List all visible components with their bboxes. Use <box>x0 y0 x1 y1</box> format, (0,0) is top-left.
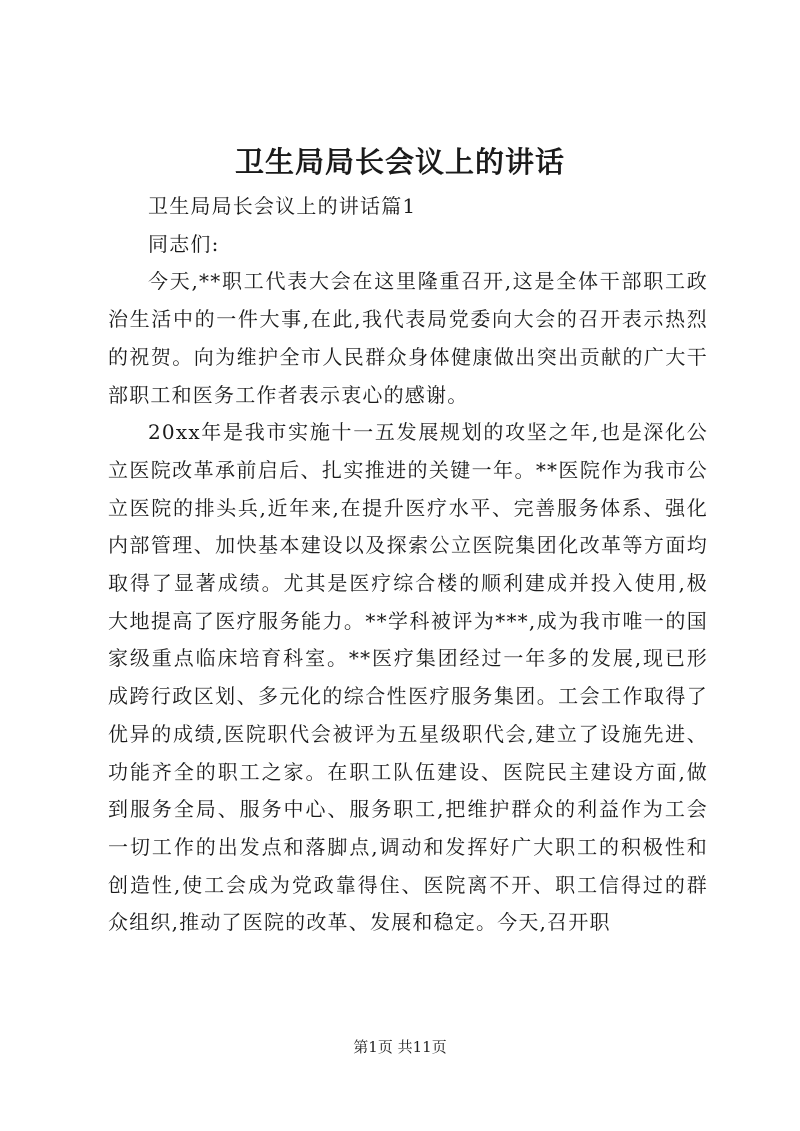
salutation: 同志们: <box>148 231 220 256</box>
page-footer: 第1页 共11页 <box>353 1038 447 1056</box>
paragraph-1: 今天,**职工代表大会在这里隆重召开,这是全体干部职工政治生活中的一件大事,在此,我代表局党委向大会的召开表示热烈的祝贺。向为维护全市人民群众身体健康做出突出贡献的广大干部职工和医务工作者表示衷心的感谢。 <box>108 269 708 407</box>
document-subtitle: 卫生局局长会议上的讲话篇1 <box>148 194 417 218</box>
document-body <box>108 188 708 942</box>
paragraph-2: 20xx年是我市实施十一五发展规划的攻坚之年,也是深化公立医院改革承前启后、扎实推进的关键一年。**医院作为我市公立医院的排头兵,近年来,在提升医疗水平、完善服务体系、强化内部管理、加快基本建设以及探索公立医院集团化改革等方面均取得了显著成绩。尤其是医疗综合楼的顺利建成并投入使用,极大地提高了医疗服务能力。**学科被评为***,成为我市唯一的国家级重点临床培育科室。**医疗集团经过一年多的发展,现已形成跨行政区划、多元化的综合性医疗服务集团。工会工作取得了优异的成绩,医院职代会被评为五星级职代会,建立了设施先进、功能齐全的职工之家。在职工队伍建设、医院民主建设方面,做到服务全局、服务中心、服务职工,把维护群众的利益作为工会一切工作的出发点和落脚点,调动和发挥好广大职工的积极性和创造性,使工会成为党政靠得住、医院离不开、职工信得过的群众组织,推动了医院的改革、发展和稳定。今天,召开职 <box>108 420 708 935</box>
document-title: 卫生局局长会议上的讲话 <box>234 145 565 179</box>
